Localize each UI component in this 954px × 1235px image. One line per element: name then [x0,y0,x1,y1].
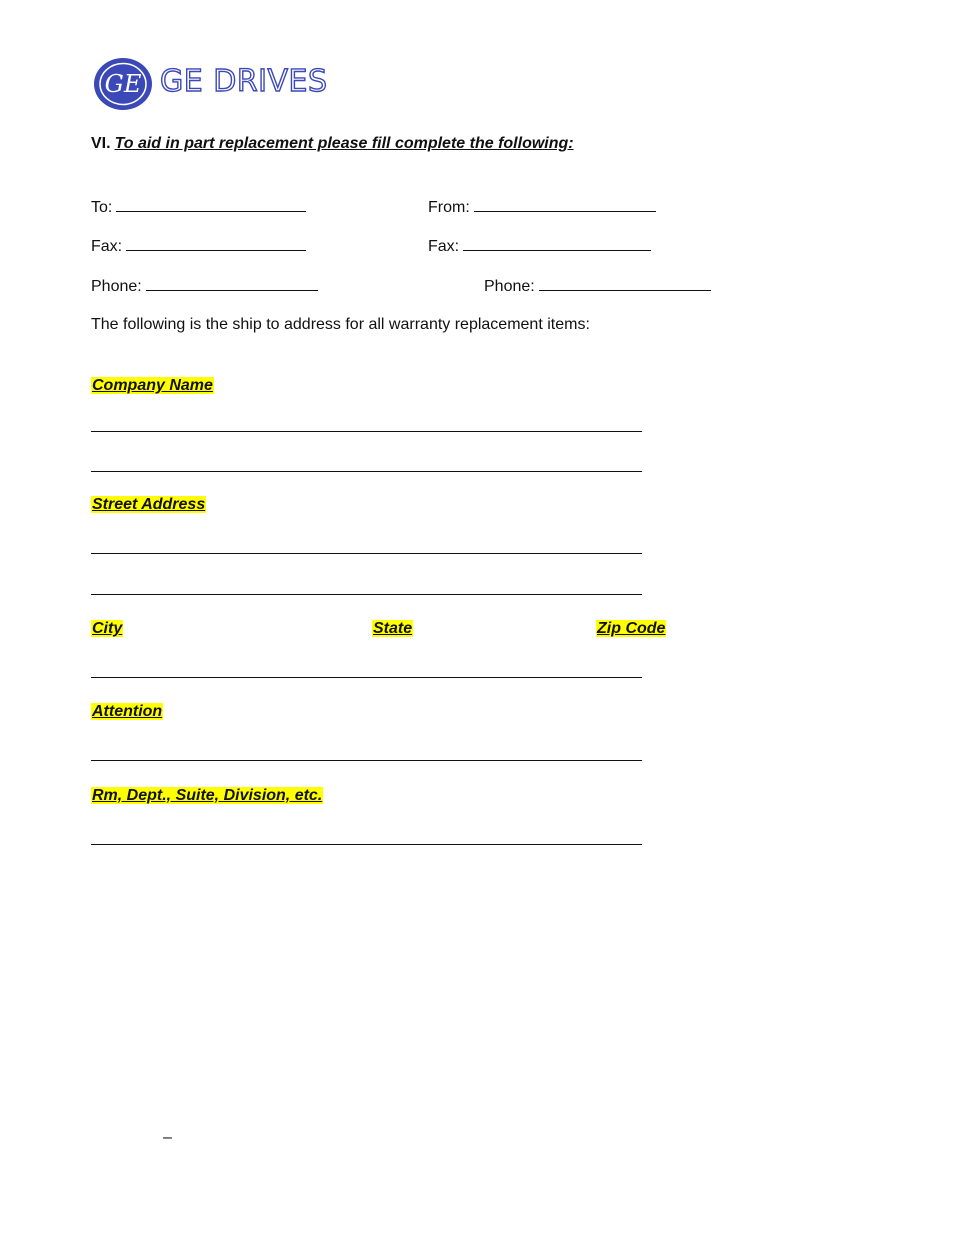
state-label: State [373,620,413,637]
brand-name: GE DRIVES [160,64,328,99]
company-name-label: Company Name [92,377,213,394]
fax-left-field[interactable] [91,236,306,258]
fax-right-field[interactable] [428,236,651,258]
street-address-line-2[interactable] [91,594,642,595]
phone-right-field[interactable] [484,276,711,298]
street-address-line-1[interactable] [91,553,642,554]
fax-left-blank[interactable] [126,236,306,251]
footer-mark: – [163,1129,172,1146]
company-name-line-2[interactable] [91,471,642,472]
room-dept-line[interactable] [91,844,642,845]
attention-line[interactable] [91,760,642,761]
phone-right-label: Phone: [484,278,535,295]
fax-right-blank[interactable] [463,236,651,251]
to-field[interactable] [91,197,306,219]
city-label: City [92,620,123,637]
from-field[interactable] [428,197,656,219]
attention-label: Attention [92,703,163,720]
section-number: VI. [91,135,111,152]
logo-mark-text: GE [104,70,142,98]
zip-code-label: Zip Code [597,620,666,637]
from-label: From: [428,199,470,216]
to-blank[interactable] [116,197,306,212]
phone-left-field[interactable] [91,276,318,298]
company-name-line-1[interactable] [91,431,642,432]
from-blank[interactable] [474,197,656,212]
room-dept-label: Rm, Dept., Suite, Division, etc. [92,787,323,804]
ship-to-note: The following is the ship to address for all warranty replacement items: [91,316,590,333]
ge-logo-icon [92,56,154,112]
to-label: To: [91,199,113,216]
city-state-zip-line[interactable] [91,677,642,678]
fax-left-label: Fax: [91,238,123,255]
section-heading: To aid in part replacement please fill complete the following: [114,135,574,152]
phone-right-blank[interactable] [539,276,711,291]
phone-left-blank[interactable] [146,276,318,291]
street-address-label: Street Address [92,496,206,513]
section-title [91,133,574,155]
fax-right-label: Fax: [428,238,460,255]
phone-left-label: Phone: [91,278,142,295]
